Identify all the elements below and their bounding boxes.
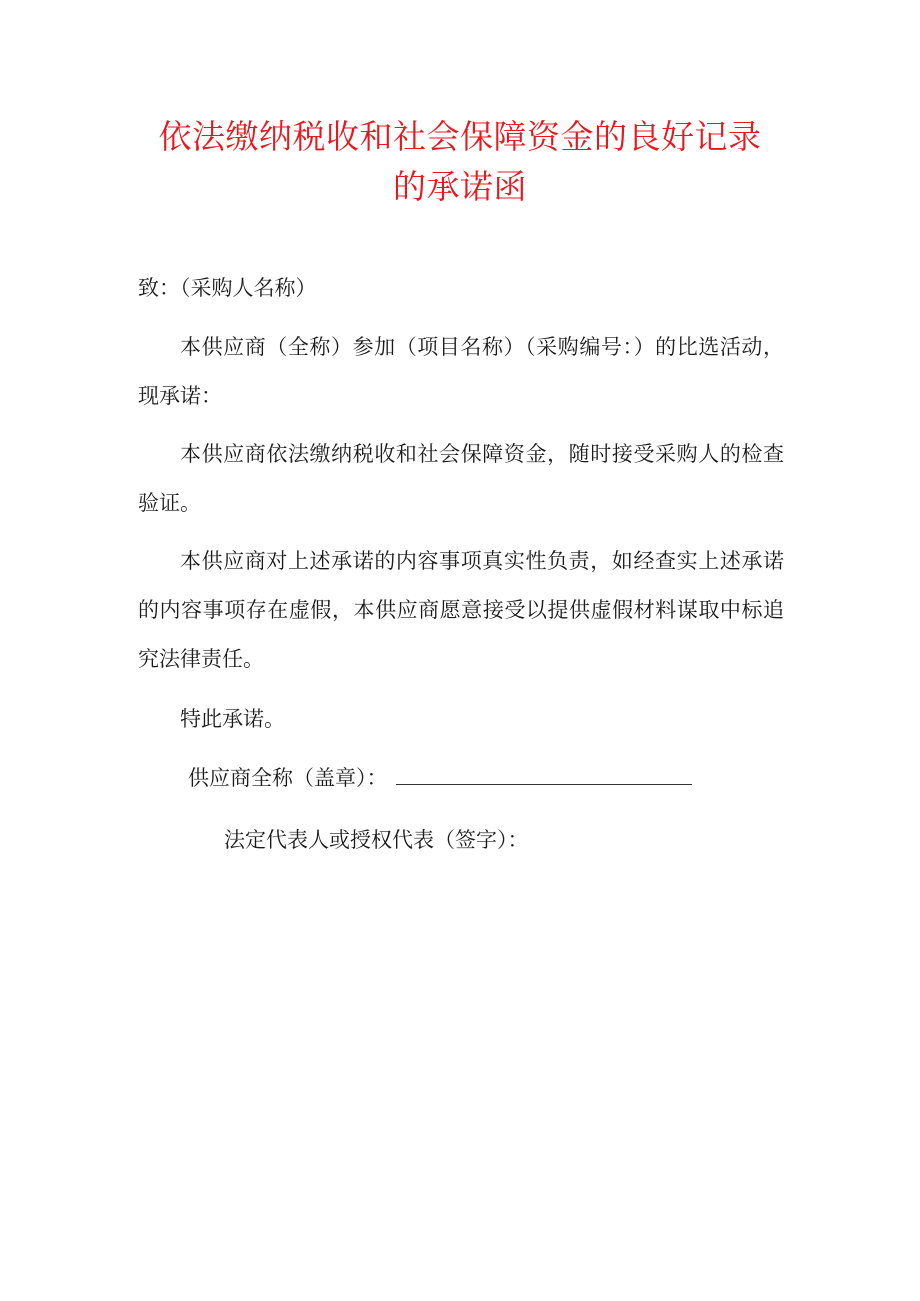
- representative-signature-row: [224, 826, 529, 854]
- paragraph-liability: 本供应商对上述承诺的内容事项真实性负责，如经查实上述承诺的内容事项存在虚假，本供应商愿意接受以提供虚假材料谋取中标追究法律责任。: [138, 549, 784, 671]
- paragraph-participation: 本供应商（全称）参加（项目名称）（采购编号：）的比选活动，现承诺：: [138, 335, 784, 408]
- paragraph-tax-commitment: 本供应商依法缴纳税收和社会保障资金，随时接受采购人的检查验证。: [138, 442, 784, 515]
- supplier-signature-row: [188, 764, 692, 792]
- supplier-name-label: 供应商全称（盖章）：: [188, 766, 388, 790]
- title-line-2: 的承诺函: [393, 167, 527, 206]
- title-line-1: 依法缴纳税收和社会保障资金的良好记录: [158, 117, 762, 156]
- addressee: 致：（采购人名称）: [138, 276, 317, 300]
- representative-label: 法定代表人或授权代表（签字）：: [224, 828, 529, 852]
- document-title: [140, 112, 780, 212]
- supplier-name-blank: [396, 764, 692, 785]
- closing-statement: 特此承诺。: [180, 707, 285, 731]
